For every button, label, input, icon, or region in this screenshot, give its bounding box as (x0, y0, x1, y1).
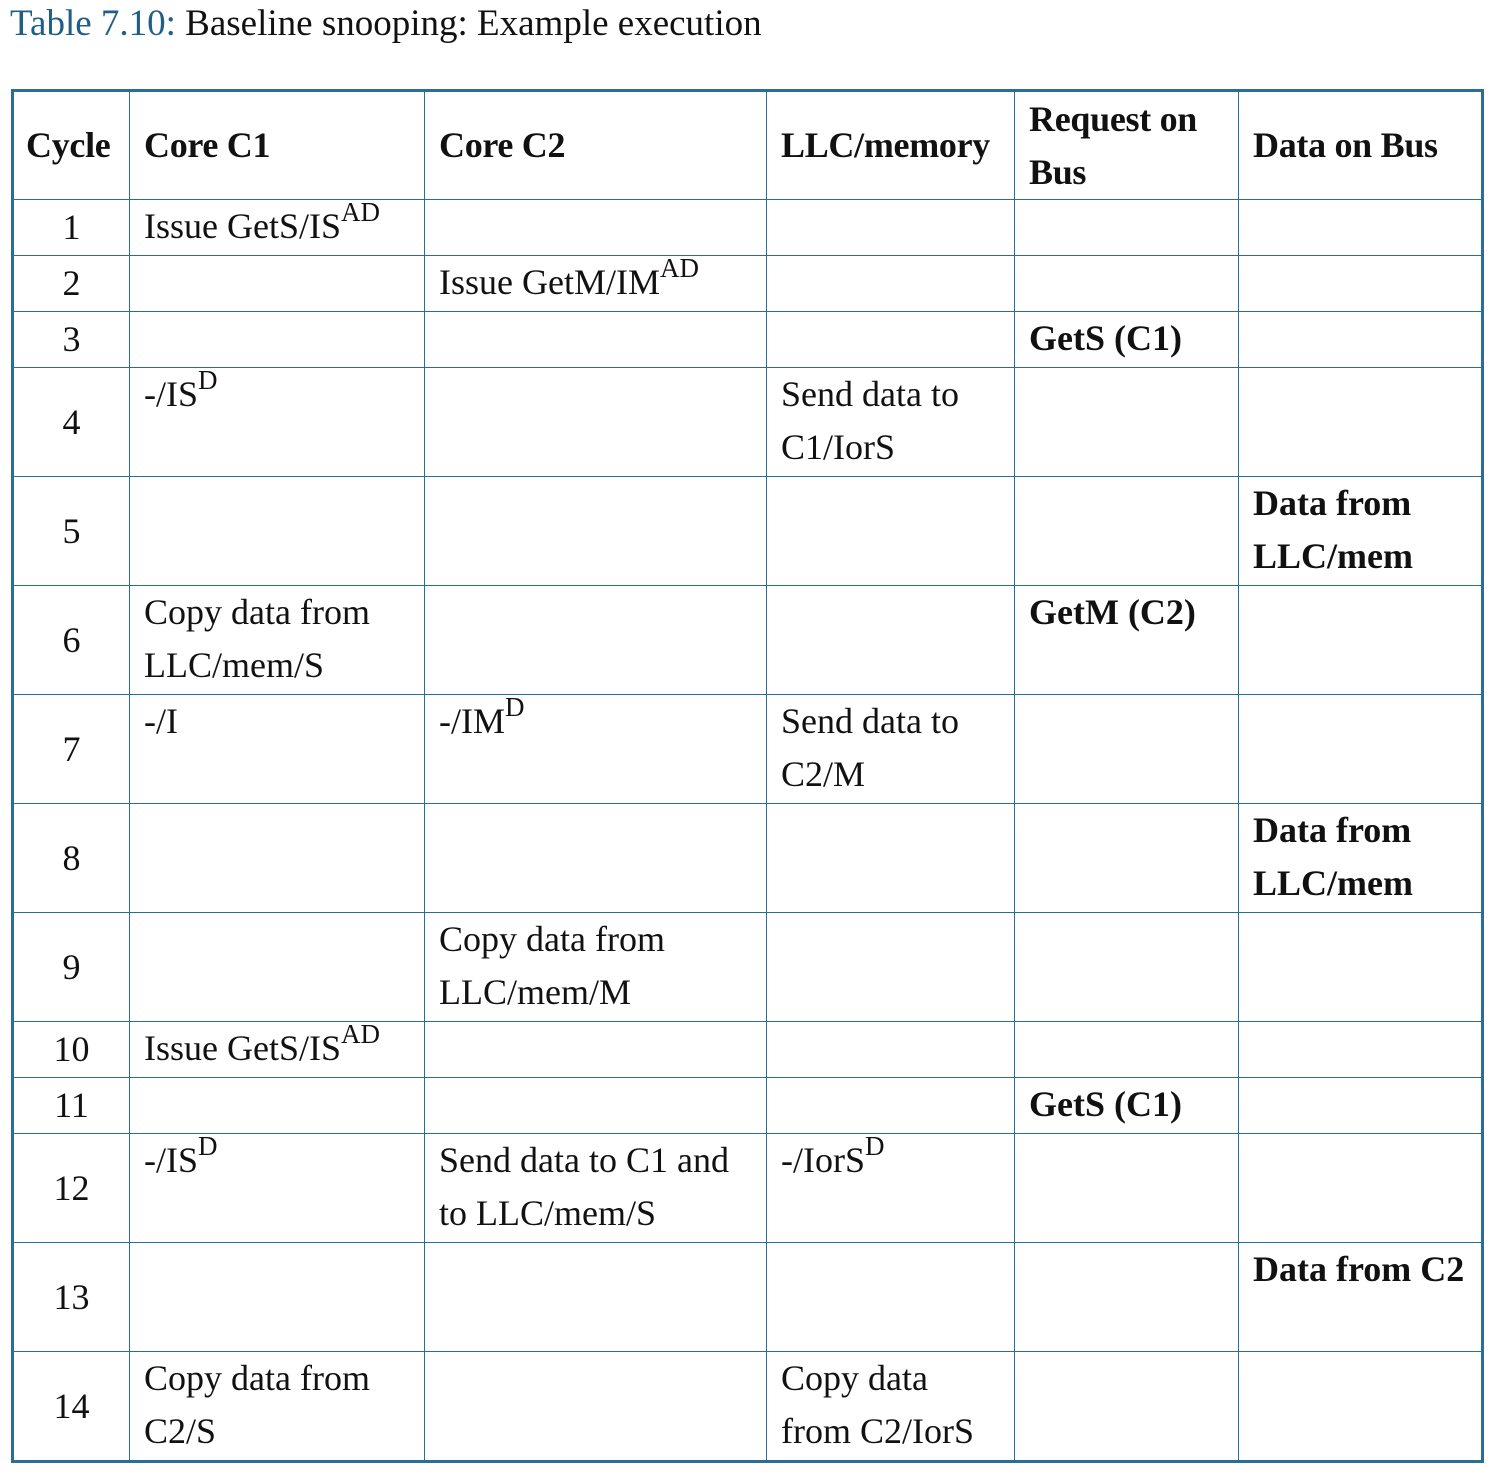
request-cell: GetS (C1) (1015, 1078, 1239, 1134)
core-c2-cell (425, 1022, 767, 1078)
core-c2-cell (425, 695, 767, 804)
request-cell (1015, 477, 1239, 586)
core-c1-state-sup: D (198, 1133, 218, 1161)
cycle-cell: 11 (13, 1078, 130, 1134)
header-llc-memory: LLC/memory (767, 91, 1015, 200)
request-cell (1015, 368, 1239, 477)
core-c2-cell (425, 804, 767, 913)
header-row (13, 91, 1483, 200)
core-c2-cell (425, 312, 767, 368)
core-c1-cell (130, 913, 425, 1022)
core-c2-state-sup: AD (659, 255, 699, 283)
core-c1-state-sup: AD (341, 199, 380, 227)
core-c2-cell (425, 477, 767, 586)
core-c1-text: -/IS (144, 374, 198, 414)
data-cell (1239, 1078, 1483, 1134)
cycle-cell: 4 (13, 368, 130, 477)
request-cell (1015, 1352, 1239, 1462)
table-row (13, 1134, 1483, 1243)
cycle-cell: 14 (13, 1352, 130, 1462)
core-c1-text: Issue GetS/IS (144, 206, 341, 246)
core-c1-cell: -/I (130, 695, 425, 804)
llc-cell (767, 1243, 1015, 1352)
data-cell: Data from LLC/mem (1239, 804, 1483, 913)
table-row (13, 256, 1483, 312)
llc-cell (767, 256, 1015, 312)
table-row (13, 695, 1483, 804)
core-c1-cell (130, 312, 425, 368)
cycle-cell: 10 (13, 1022, 130, 1078)
llc-state-sup: D (865, 1133, 885, 1161)
core-c1-cell (130, 1022, 425, 1078)
core-c2-cell: Send data to C1 and to LLC/mem/S (425, 1134, 767, 1243)
core-c1-cell (130, 477, 425, 586)
llc-cell (767, 1022, 1015, 1078)
cycle-cell: 12 (13, 1134, 130, 1243)
core-c2-cell (425, 1352, 767, 1462)
core-c1-state-sup: D (198, 367, 218, 395)
header-cycle: Cycle (13, 91, 130, 200)
table-row (13, 1352, 1483, 1462)
execution-table (11, 89, 1484, 1463)
table-row (13, 913, 1483, 1022)
data-cell (1239, 368, 1483, 477)
header-request-on-bus: Request on Bus (1015, 91, 1239, 200)
request-cell (1015, 1243, 1239, 1352)
request-cell (1015, 200, 1239, 256)
header-core-c2: Core C2 (425, 91, 767, 200)
llc-cell (767, 1134, 1015, 1243)
core-c1-cell (130, 200, 425, 256)
core-c1-cell (130, 368, 425, 477)
llc-cell (767, 477, 1015, 586)
header-core-c1: Core C1 (130, 91, 425, 200)
core-c1-cell (130, 804, 425, 913)
table-row (13, 312, 1483, 368)
cycle-cell: 13 (13, 1243, 130, 1352)
core-c2-cell (425, 368, 767, 477)
data-cell (1239, 200, 1483, 256)
table-row (13, 200, 1483, 256)
table-row (13, 804, 1483, 913)
core-c2-cell: Copy data from LLC/mem/M (425, 913, 767, 1022)
core-c2-text: Issue GetM/IM (439, 262, 660, 302)
cycle-cell: 3 (13, 312, 130, 368)
table-row (13, 1243, 1483, 1352)
core-c2-cell (425, 256, 767, 312)
core-c2-state-sup: D (505, 694, 525, 722)
table-row (13, 1078, 1483, 1134)
request-cell: GetS (C1) (1015, 312, 1239, 368)
llc-cell (767, 1078, 1015, 1134)
data-cell (1239, 256, 1483, 312)
request-cell (1015, 1134, 1239, 1243)
data-cell: Data from LLC/mem (1239, 477, 1483, 586)
cycle-cell: 5 (13, 477, 130, 586)
data-cell (1239, 312, 1483, 368)
llc-cell: Send data to C1/IorS (767, 368, 1015, 477)
cycle-cell: 7 (13, 695, 130, 804)
core-c1-cell: Copy data from LLC/mem/S (130, 586, 425, 695)
data-cell: Data from C2 (1239, 1243, 1483, 1352)
table-row (13, 368, 1483, 477)
request-cell (1015, 695, 1239, 804)
core-c2-text: -/IM (439, 701, 505, 741)
core-c1-cell: Copy data from C2/S (130, 1352, 425, 1462)
table-row (13, 586, 1483, 695)
header-data-on-bus: Data on Bus (1239, 91, 1483, 200)
data-cell (1239, 695, 1483, 804)
table-row (13, 477, 1483, 586)
llc-cell (767, 913, 1015, 1022)
data-cell (1239, 913, 1483, 1022)
core-c1-cell (130, 1243, 425, 1352)
llc-cell: Copy data from C2/IorS (767, 1352, 1015, 1462)
request-cell (1015, 913, 1239, 1022)
caption-text: Baseline snooping: Example execution (185, 3, 762, 44)
data-cell (1239, 1134, 1483, 1243)
core-c1-text: Issue GetS/IS (144, 1028, 341, 1068)
llc-cell (767, 312, 1015, 368)
data-cell (1239, 1022, 1483, 1078)
request-cell (1015, 804, 1239, 913)
cycle-cell: 8 (13, 804, 130, 913)
table-caption (10, 2, 762, 46)
core-c2-cell (425, 586, 767, 695)
core-c2-cell (425, 1078, 767, 1134)
core-c2-cell (425, 200, 767, 256)
llc-cell: Send data to C2/M (767, 695, 1015, 804)
core-c2-cell (425, 1243, 767, 1352)
table-row (13, 1022, 1483, 1078)
cycle-cell: 2 (13, 256, 130, 312)
llc-cell (767, 586, 1015, 695)
request-cell: GetM (C2) (1015, 586, 1239, 695)
cycle-cell: 9 (13, 913, 130, 1022)
data-cell (1239, 586, 1483, 695)
core-c1-state-sup: AD (341, 1021, 380, 1049)
data-cell (1239, 1352, 1483, 1462)
llc-cell (767, 804, 1015, 913)
cycle-cell: 6 (13, 586, 130, 695)
llc-text: -/IorS (781, 1140, 865, 1180)
core-c1-text: -/IS (144, 1140, 198, 1180)
core-c1-cell (130, 1134, 425, 1243)
core-c1-cell (130, 256, 425, 312)
llc-cell (767, 200, 1015, 256)
request-cell (1015, 1022, 1239, 1078)
cycle-cell: 1 (13, 200, 130, 256)
caption-label: Table 7.10: (10, 3, 176, 44)
core-c1-cell (130, 1078, 425, 1134)
request-cell (1015, 256, 1239, 312)
